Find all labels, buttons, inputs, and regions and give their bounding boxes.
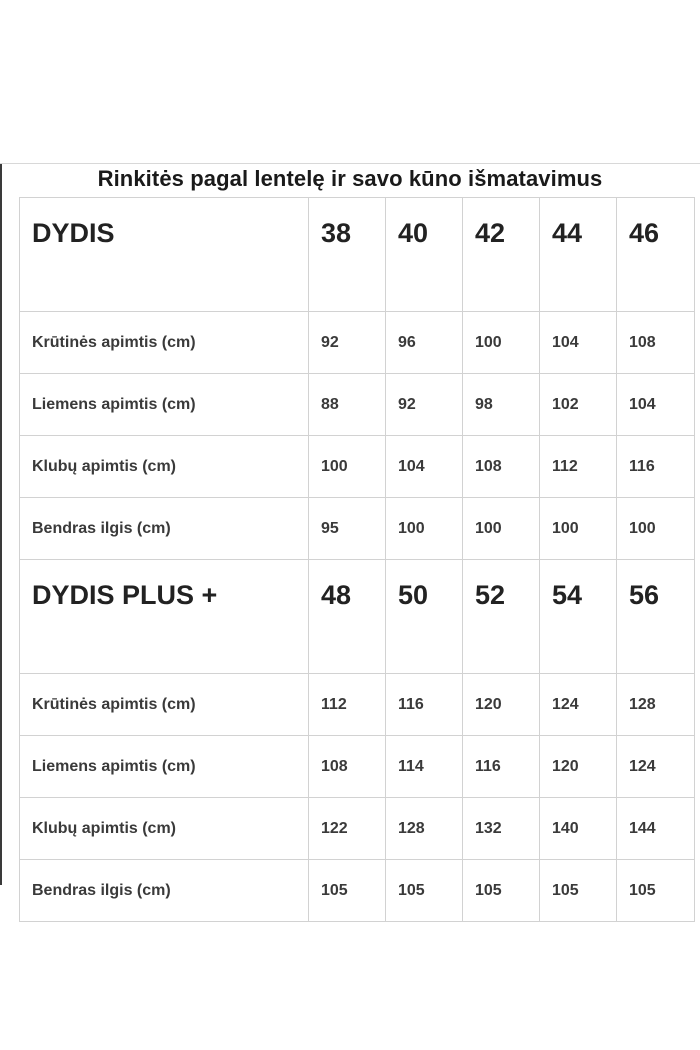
size-header-value: 40 (386, 198, 463, 312)
table-row (20, 736, 695, 798)
size-header-label: DYDIS (20, 198, 309, 312)
measurement-value: 116 (617, 436, 695, 498)
size-header-value: 46 (617, 198, 695, 312)
measurement-value: 116 (386, 674, 463, 736)
measurement-value: 100 (617, 498, 695, 560)
measurement-value: 116 (463, 736, 540, 798)
left-border-line (0, 163, 2, 885)
size-header-value: 54 (540, 560, 617, 674)
size-header-value: 52 (463, 560, 540, 674)
measurement-value: 104 (540, 312, 617, 374)
measurement-label: Liemens apimtis (cm) (20, 736, 309, 798)
measurement-value: 102 (540, 374, 617, 436)
measurement-value: 105 (540, 860, 617, 922)
measurement-value: 140 (540, 798, 617, 860)
measurement-value: 128 (386, 798, 463, 860)
measurement-value: 104 (617, 374, 695, 436)
measurement-value: 104 (386, 436, 463, 498)
measurement-label: Klubų apimtis (cm) (20, 436, 309, 498)
measurement-value: 98 (463, 374, 540, 436)
measurement-value: 88 (309, 374, 386, 436)
measurement-value: 100 (463, 498, 540, 560)
measurement-value: 108 (463, 436, 540, 498)
measurement-value: 100 (463, 312, 540, 374)
measurement-value: 92 (309, 312, 386, 374)
table-row (20, 798, 695, 860)
measurement-value: 105 (463, 860, 540, 922)
size-header-value: 56 (617, 560, 695, 674)
measurement-value: 120 (463, 674, 540, 736)
table-row (20, 374, 695, 436)
size-header-value: 44 (540, 198, 617, 312)
measurement-value: 100 (386, 498, 463, 560)
measurement-label: Bendras ilgis (cm) (20, 860, 309, 922)
size-header-value: 38 (309, 198, 386, 312)
size-chart-table (19, 197, 695, 922)
size-header-value: 42 (463, 198, 540, 312)
measurement-label: Krūtinės apimtis (cm) (20, 674, 309, 736)
table-row (20, 436, 695, 498)
measurement-value: 105 (386, 860, 463, 922)
measurement-value: 112 (309, 674, 386, 736)
measurement-value: 108 (617, 312, 695, 374)
table-row (20, 498, 695, 560)
measurement-value: 128 (617, 674, 695, 736)
measurement-label: Klubų apimtis (cm) (20, 798, 309, 860)
measurement-label: Bendras ilgis (cm) (20, 498, 309, 560)
size-header-row (20, 198, 695, 312)
measurement-value: 112 (540, 436, 617, 498)
measurement-value: 122 (309, 798, 386, 860)
page-title: Rinkitės pagal lentelę ir savo kūno išmatavimus (97, 166, 603, 191)
measurement-value: 105 (309, 860, 386, 922)
measurement-value: 108 (309, 736, 386, 798)
table-row (20, 674, 695, 736)
table-row (20, 860, 695, 922)
measurement-value: 144 (617, 798, 695, 860)
measurement-value: 120 (540, 736, 617, 798)
measurement-value: 132 (463, 798, 540, 860)
measurement-label: Liemens apimtis (cm) (20, 374, 309, 436)
measurement-value: 100 (309, 436, 386, 498)
measurement-value: 95 (309, 498, 386, 560)
size-plus-header-row (20, 560, 695, 674)
top-border-line (0, 163, 700, 164)
measurement-value: 100 (540, 498, 617, 560)
measurement-label: Krūtinės apimtis (cm) (20, 312, 309, 374)
size-plus-header-label: DYDIS PLUS + (20, 560, 309, 674)
measurement-value: 105 (617, 860, 695, 922)
measurement-value: 124 (617, 736, 695, 798)
measurement-value: 92 (386, 374, 463, 436)
measurement-value: 124 (540, 674, 617, 736)
measurement-value: 96 (386, 312, 463, 374)
size-header-value: 50 (386, 560, 463, 674)
measurement-value: 114 (386, 736, 463, 798)
size-header-value: 48 (309, 560, 386, 674)
table-row (20, 312, 695, 374)
